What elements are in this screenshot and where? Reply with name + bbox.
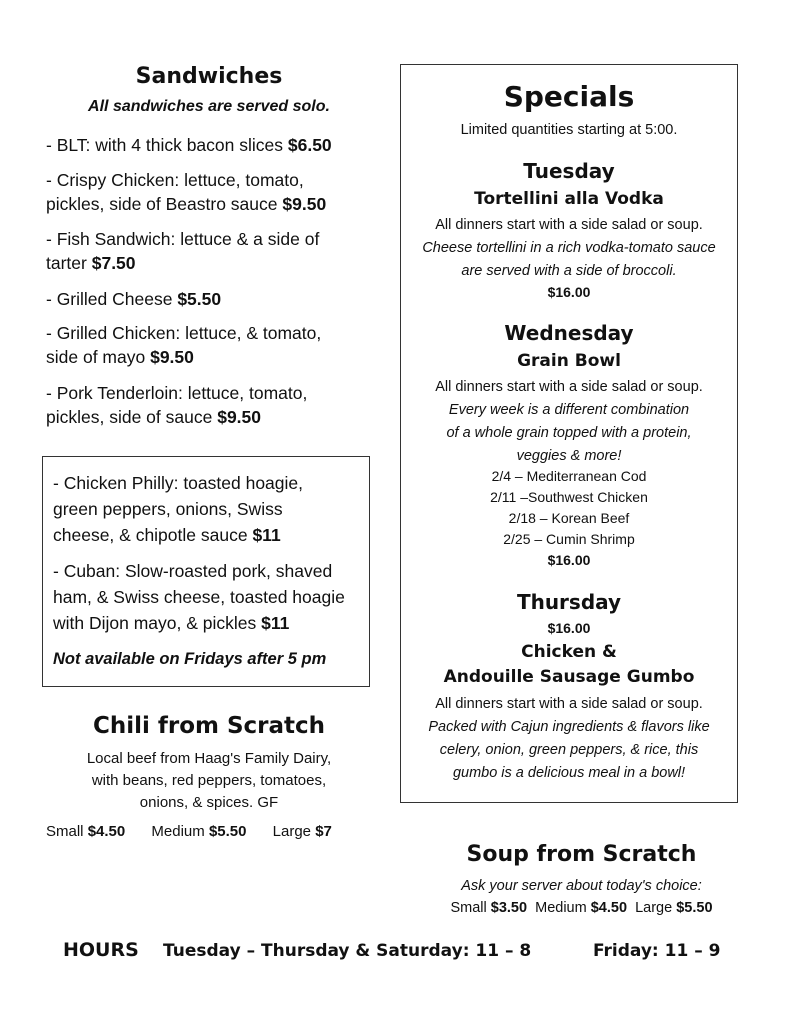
size-label: Large (272, 823, 312, 840)
item-price: $11 (252, 525, 281, 545)
sandwiches-title: Sandwiches (135, 64, 283, 89)
sandwiches-subtitle: All sandwiches are served solo. (88, 98, 330, 115)
dish-description: gumbo is a delicious meal in a bowl! (452, 765, 686, 781)
schedule-item: 2/11 –Southwest Chicken (490, 489, 648, 505)
size-price: $4.50 (590, 900, 628, 916)
specials-subtitle: Limited quantities starting at 5:00. (460, 122, 678, 138)
menu-item-grilled-cheese (46, 287, 376, 311)
item-text: pickles, side of sauce (46, 407, 213, 427)
item-price: $9.50 (282, 194, 327, 214)
dish-name: Andouille Sausage Gumbo (443, 667, 695, 687)
dinner-intro: All dinners start with a side salad or soup. (435, 696, 703, 712)
item-text: - Fish Sandwich: lettuce & a side of (46, 229, 320, 249)
dish-description: Cheese tortellini in a rich vodka-tomato sauce (422, 240, 716, 256)
dish-description: Every week is a different combination (448, 402, 690, 418)
item-text: - BLT: with 4 thick bacon slices (46, 135, 283, 155)
menu-item-cuban (53, 558, 368, 636)
item-text: green peppers, onions, Swiss (53, 499, 283, 519)
dish-name: Chicken & (521, 642, 617, 662)
day-heading-wednesday: Wednesday (504, 321, 634, 345)
chili-title: Chili from Scratch (92, 713, 326, 739)
size-label: Small (450, 900, 487, 916)
item-text: side of mayo (46, 347, 146, 367)
item-text: - Chicken Philly: toasted hoagie, (53, 473, 303, 493)
item-price: $5.50 (177, 289, 222, 309)
item-text: pickles, side of Beastro sauce (46, 194, 278, 214)
size-price: $7 (315, 823, 332, 840)
item-price: $9.50 (150, 347, 194, 367)
dish-description: Packed with Cajun ingredients & flavors like (428, 719, 710, 735)
size-label: Large (635, 900, 673, 916)
item-text: - Cuban: Slow-roasted pork, shaved (53, 561, 333, 581)
chili-description-line: Local beef from Haag's Family Dairy, (86, 750, 332, 767)
size-price: $5.50 (208, 823, 247, 840)
dish-description: celery, onion, green peppers, & rice, this (439, 742, 699, 758)
menu-item-chicken-philly (53, 470, 368, 548)
size-price: $4.50 (87, 823, 126, 840)
soup-subtitle: Ask your server about today's choice: (461, 878, 702, 894)
dish-price: $16.00 (547, 552, 591, 568)
day-heading-thursday: Thursday (516, 590, 622, 614)
menu-item-grilled-chicken (46, 321, 376, 369)
menu-item-blt (46, 133, 376, 157)
dish-description: are served with a side of broccoli. (461, 263, 677, 279)
item-price: $6.50 (287, 135, 332, 155)
dish-name: Grain Bowl (517, 351, 621, 371)
dish-description: of a whole grain topped with a protein, (446, 425, 692, 441)
item-text: with Dijon mayo, & pickles (53, 613, 257, 633)
specials-title: Specials (503, 80, 635, 113)
item-price: $9.50 (217, 407, 262, 427)
item-text: tarter (46, 253, 87, 273)
schedule-item: 2/4 – Mediterranean Cod (491, 468, 647, 484)
size-label: Medium (151, 823, 205, 840)
chili-description-line: with beans, red peppers, tomatoes, (91, 772, 327, 789)
hours-friday: Friday: 11 – 9 (593, 941, 721, 961)
day-heading-tuesday: Tuesday (523, 159, 615, 183)
dish-name: Tortellini alla Vodka (474, 189, 664, 209)
menu-item-pork-tenderloin (46, 381, 376, 429)
item-text: - Crispy Chicken: lettuce, tomato, (46, 170, 304, 190)
menu-item-crispy-chicken (46, 168, 376, 216)
schedule-item: 2/18 – Korean Beef (508, 510, 630, 526)
dish-price: $16.00 (547, 620, 591, 636)
hours-label: HOURS (63, 939, 139, 961)
item-text: - Pork Tenderloin: lettuce, tomato, (46, 383, 308, 403)
item-price: $7.50 (91, 253, 136, 273)
schedule-item: 2/25 – Cumin Shrimp (503, 531, 635, 547)
item-text: - Grilled Cheese (46, 289, 173, 309)
dish-price: $16.00 (547, 284, 591, 300)
item-text: ham, & Swiss cheese, toasted hoagie (53, 587, 345, 607)
item-price: $11 (261, 613, 290, 633)
size-label: Small (46, 823, 84, 840)
chili-prices (46, 823, 332, 840)
hours-tue-thu-sat: Tuesday – Thursday & Saturday: 11 – 8 (163, 941, 532, 961)
dinner-intro: All dinners start with a side salad or soup. (435, 379, 703, 395)
item-text: - Grilled Chicken: lettuce, & tomato, (46, 323, 322, 343)
availability-note: Not available on Fridays after 5 pm (53, 650, 327, 668)
menu-item-fish-sandwich (46, 227, 376, 275)
chili-description-line: onions, & spices. GF (139, 794, 279, 811)
item-text: cheese, & chipotle sauce (53, 525, 248, 545)
size-price: $5.50 (676, 900, 713, 916)
dinner-intro: All dinners start with a side salad or soup. (435, 217, 703, 233)
size-label: Medium (535, 900, 587, 916)
dish-description: veggies & more! (516, 448, 622, 464)
size-price: $3.50 (490, 900, 528, 916)
soup-title: Soup from Scratch (466, 842, 697, 867)
soup-prices (400, 900, 763, 916)
